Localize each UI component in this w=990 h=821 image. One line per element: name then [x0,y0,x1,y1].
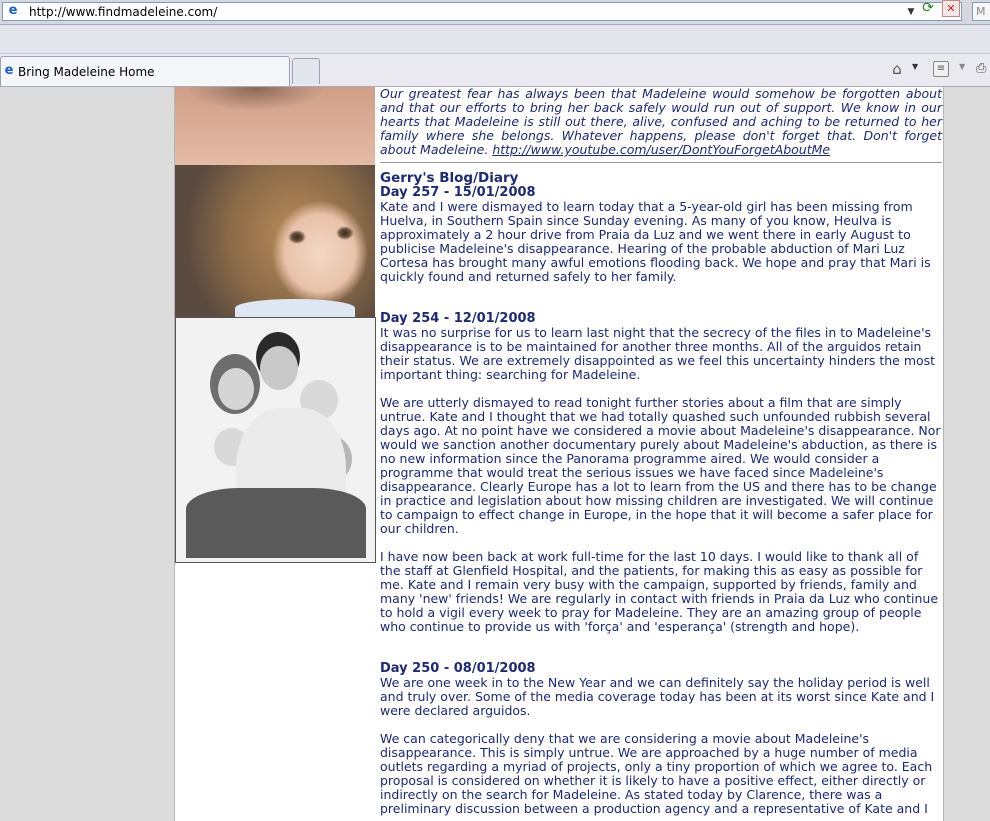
madeleine-closeup-photo [175,87,375,165]
mccann-family-photo [175,317,376,563]
new-tab-button[interactable] [292,58,320,84]
entry-paragraph: We are one week in to the New Year and we can definitely say the holiday period is well and truly over. Some of the media coverage today has been at its worst since Kate and I were declared arguidos. [380,675,935,718]
spacer [380,536,942,550]
page-viewport [0,87,990,821]
entry-paragraph: I have now been back at work full-time for the last 10 days. I would like to thank all of the staff at Glenfield Hospital, and the patients, for making this as easy as possible for me. Kate and I remain very busy with the campaign, supported by friends, family and many 'new' friends! We are regularly in contact with friends in Praia da Luz who continue to hold a vigil every week to pray for Madeleine. They are an amazing group of people who continue to provide us with 'força' and 'esperança' (strength and hope). [380,549,939,634]
ie-tab-icon: e [4,63,14,78]
entry-paragraph: We can categorically deny that we are considering a movie about Madeleine's disappearance. This is simply untrue. We are approached by a huge number of media outlets regarding a myriad of projects, only a tiny proportion of which we agree to. Each proposal is considered on whether it is likely to have a positive effect, either directly or indirectly on the search for Madeleine. As stated today by Clarence, there was a preliminary discussion between a production agency and a representative of Kate and I [380,731,933,816]
entry-paragraph: It was no surprise for us to learn last night that the secrecy of the files in to Madeleine's disappearance is to be maintained for another three months. All of the arguidos retain their status. We are extremely disappointed as we feel this uncertainty hinders the most important thing: searching for Madeleine. [380,325,936,382]
address-bar-row [0,0,990,25]
entry-heading: Day 250 - 08/01/2008 [380,661,536,676]
section-divider [380,162,942,163]
address-dropdown-icon[interactable]: ▼ [907,7,915,17]
spacer [380,382,942,396]
tab-bring-madeleine-home[interactable] [0,56,290,86]
entry-heading: Day 254 - 12/01/2008 [380,311,536,326]
tab-title: Bring Madeleine Home [18,65,155,79]
toolbar-strip [0,25,990,54]
print-icon[interactable]: ⎙ [976,61,987,76]
intro-paragraph: Our greatest fear has always been that Madeleine would somehow be forgotten about and that our efforts to bring her back safely would run out of support. We know in our hearts that Madeleine is still out there, alive, confused and aching to be returned to her family where she belongs. Whatever happens, please don't forget that. Don't forget about Madeleine. [380,87,942,157]
mother-face [218,368,254,410]
address-url[interactable]: http://www.findmadeleine.com/ [29,5,218,19]
madeleine-portrait-photo [175,165,375,317]
spacer [380,634,942,662]
jeans-shape [186,488,366,558]
blog-column [380,87,942,816]
home-icon[interactable]: ⌂ [892,60,902,78]
search-box[interactable]: M [972,2,990,21]
address-bar[interactable] [2,2,962,21]
ie-page-icon: e [8,3,18,18]
stop-icon[interactable]: ✕ [942,0,960,17]
entry-heading: Day 257 - 15/01/2008 [380,185,536,200]
home-dropdown-icon[interactable]: ▼ [912,62,919,71]
feeds-dropdown-icon[interactable]: ▼ [959,62,966,71]
collar-shape [235,299,355,317]
blog-title: Gerry's Blog/Diary [380,170,519,186]
refresh-icon[interactable]: ⟳ [922,0,934,16]
feeds-icon[interactable]: ≡ [933,61,949,77]
entry-paragraph: Kate and I were dismayed to learn today that a 5-year-old girl has been missing from Huelva, in Southern Spain since Sunday evening. As many of you know, Heulva is approximately a 2 hour drive from Praia da Luz and we went there in early August to publicise Madeleine's disappearance. Hearing of the probable abduction of Mari Luz Cortesa has brought many awful emotions flooding back. We hope and pray that Mari is quickly found and returned safely to her family. [380,199,931,284]
youtube-link[interactable]: http://www.youtube.com/user/DontYouForgetAboutMe [492,142,831,157]
spacer [380,284,942,312]
spacer [380,718,942,732]
entry-paragraph: We are utterly dismayed to read tonight further stories about a film that are simply untrue. Kate and I thought that we had totally quashed such unfounded rubbish several days ago. At no point have we considered a movie about Madeleine's disappearance. Nor would we sanction another documentary purely about Madeleine's abduction, as there is no new information since the Panorama programme aired. We would consider a programme that would treat the serious issues we have faced since Madeleine's disappearance. Clearly Europe has a lot to learn from the US and there has to be change in practice and legislation about how missing children are investigated. We will continue to campaign to effect change in Europe, in the hope that it will become a safer place for our children. [380,395,941,536]
intro-text [380,87,942,157]
father-face [260,346,298,390]
page-body [174,87,944,821]
tab-bar [0,54,990,87]
